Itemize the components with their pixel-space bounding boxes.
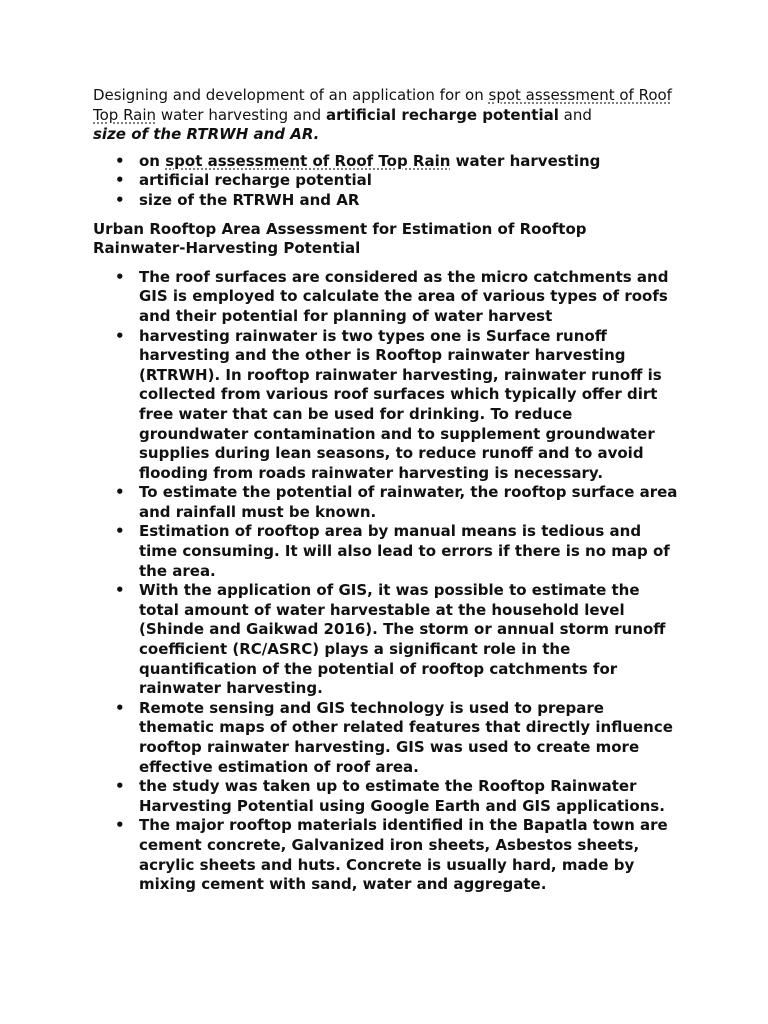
- detail-bullet-list: [93, 268, 683, 895]
- summary-bullet-item: • size of the RTRWH and AR: [93, 191, 683, 211]
- summary-item-suffix: water harvesting: [450, 151, 601, 170]
- summary-bullet-item: • artificial recharge potential: [93, 171, 683, 191]
- detail-bullet-item: • With the application of GIS, it was possible to estimate the total amount of water harvestable at the household level (Shinde and Gaikwad 2016). The storm or annual storm runoff coefficient (RC/ASRC) plays a significant role in the quantification of the potential of rooftop catchments for rainwater harvesting.: [93, 581, 683, 699]
- section-heading: Urban Rooftop Area Assessment for Estimation of Rooftop Rainwater-Harvesting Potential: [93, 219, 587, 258]
- detail-bullet-item: • To estimate the potential of rainwater, the rooftop surface area and rainfall must be known.: [93, 483, 683, 522]
- detail-bullet-item: • The roof surfaces are considered as the micro catchments and GIS is employed to calculate the area of various types of roofs and their potential for planning of water harvest: [93, 268, 683, 327]
- summary-item-underlined: spot assessment of Roof Top Rain: [165, 151, 451, 170]
- detail-bullet-item: • the study was taken up to estimate the Rooftop Rainwater Harvesting Potential using Google Earth and GIS applications.: [93, 777, 683, 816]
- intro-bold-phrase: artificial recharge potential: [325, 105, 559, 124]
- summary-item-prefix: on: [139, 151, 166, 170]
- detail-bullet-item: • harvesting rainwater is two types one is Surface runoff harvesting and the other is Rooftop rainwater harvesting (RTRWH). In rooftop rainwater harvesting, rainwater runoff is collected from various roof surfaces which typically offer dirt free water that can be used for drinking. To reduce groundwater contamination and to supplement groundwater supplies during lean seasons, to reduce runoff and to avoid flooding from roads rainwater harvesting is necessary.: [93, 327, 683, 484]
- intro-text-2: water harvesting and: [156, 105, 326, 124]
- detail-bullet-item: • Estimation of rooftop area by manual means is tedious and time consuming. It will also lead to errors if there is no map of the area.: [93, 522, 683, 581]
- intro-text-1: Designing and development of an application for on: [93, 86, 489, 104]
- intro-paragraph: [93, 86, 683, 145]
- document-body: [93, 86, 683, 895]
- detail-bullet-item: • The major rooftop materials identified in the Bapatla town are cement concrete, Galvanized iron sheets, Asbestos sheets, acrylic sheets and huts. Concrete is usually hard, made by mixing cement with sand, water and aggregate.: [93, 816, 683, 894]
- intro-text-3: and: [558, 105, 592, 124]
- detail-bullet-item: • Remote sensing and GIS technology is used to prepare thematic maps of other related features that directly influence rooftop rainwater harvesting. GIS was used to create more effective estimation of roof area.: [93, 699, 683, 777]
- summary-bullet-item: [93, 152, 683, 172]
- intro-bold-italic-phrase: size of the RTRWH and AR.: [93, 125, 320, 144]
- summary-bullet-list: [93, 152, 683, 211]
- intro-underlined-phrase: spot assessment of Roof Top Rain: [93, 86, 672, 124]
